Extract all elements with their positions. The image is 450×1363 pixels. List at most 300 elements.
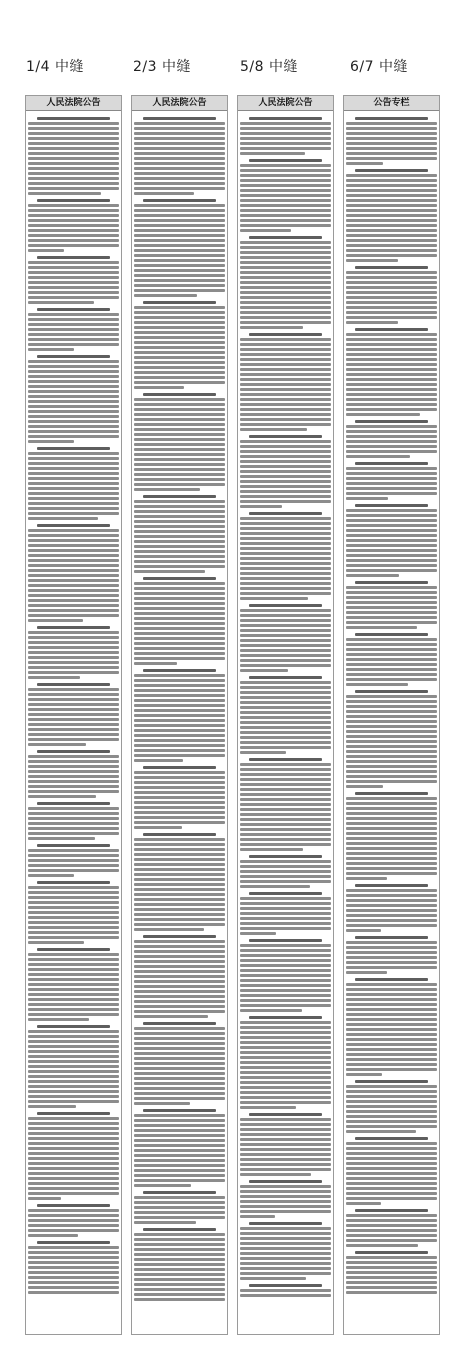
notice-text-line	[134, 1233, 225, 1236]
notice-text-line	[134, 791, 225, 794]
notice-text-line	[28, 614, 119, 617]
notice-text-line	[28, 291, 119, 294]
notice-text-line	[28, 492, 119, 495]
notice-text-line	[134, 863, 225, 866]
notice-text-line	[240, 229, 291, 232]
notice-text-line	[134, 1216, 225, 1219]
notice-text-line	[134, 187, 225, 190]
notice-text-line	[240, 659, 331, 662]
notice-text-line	[134, 306, 225, 309]
notice-heading-line	[37, 881, 110, 884]
notice-text-line	[28, 1192, 119, 1195]
notice-text-line	[346, 214, 437, 217]
notice-text-line	[346, 425, 437, 428]
notice-text-line	[240, 547, 331, 550]
notice-text-line	[134, 351, 225, 354]
notice-text-line	[28, 941, 84, 944]
notice-text-line	[240, 445, 331, 448]
notice-text-line	[240, 1009, 302, 1012]
notice-text-line	[346, 1182, 437, 1185]
notice-text-line	[346, 705, 437, 708]
notice-text-line	[346, 745, 437, 748]
notice-text-line	[28, 886, 119, 889]
notice-text-line	[134, 1015, 208, 1018]
notice-text-line	[134, 1243, 225, 1246]
notice-text-line	[240, 1237, 331, 1240]
notice-text-line	[28, 983, 119, 986]
notice-text-line	[240, 306, 331, 309]
notice-text-line	[346, 606, 437, 609]
notice-text-line	[346, 403, 437, 406]
notice-text-line	[134, 1174, 225, 1177]
notice-text-line	[134, 177, 225, 180]
notice-text-line	[240, 378, 331, 381]
notice-text-line	[346, 807, 437, 810]
notice-text-line	[346, 611, 437, 614]
notice-text-line	[240, 204, 331, 207]
notice-text-line	[346, 1291, 437, 1294]
notice-text-line	[346, 1234, 437, 1237]
notice-text-line	[28, 167, 119, 170]
notice-text-line	[28, 452, 119, 455]
notice-text-line	[240, 912, 331, 915]
notice-text-line	[240, 552, 331, 555]
notice-text-line	[134, 1184, 191, 1187]
notice-text-line	[28, 1090, 119, 1093]
notice-text-line	[346, 894, 437, 897]
notice-text-line	[240, 897, 331, 900]
notice-text-line	[346, 941, 437, 944]
notice-text-line	[346, 785, 383, 788]
notice-text-line	[134, 463, 225, 466]
notice-text-line	[28, 812, 119, 815]
notice-text-line	[346, 872, 437, 875]
notice-text-line	[28, 229, 119, 232]
notice-text-line	[28, 827, 119, 830]
notice-text-line	[28, 817, 119, 820]
notice-text-line	[346, 311, 437, 314]
notice-text-line	[346, 152, 437, 155]
notice-text-line	[346, 162, 383, 165]
notice-heading-line	[355, 936, 428, 939]
notice-heading-line	[143, 1191, 216, 1194]
notice-text-line	[134, 858, 225, 861]
notice-text-line	[346, 621, 437, 624]
notice-text-line	[134, 229, 225, 232]
notice-text-line	[134, 1263, 225, 1266]
notice-heading-line	[143, 117, 216, 120]
notice-text-line	[346, 388, 437, 391]
notice-text-line	[240, 1185, 331, 1188]
notice-text-line	[28, 1030, 119, 1033]
notice-text-line	[346, 383, 437, 386]
notice-text-line	[28, 978, 119, 981]
notice-text-line	[346, 673, 437, 676]
notice-text-line	[346, 817, 437, 820]
notice-text-line	[240, 1046, 331, 1049]
notice-text-line	[240, 475, 331, 478]
notice-text-line	[134, 719, 225, 722]
notice-text-line	[134, 1268, 225, 1271]
notice-text-line	[240, 979, 331, 982]
notice-text-line	[240, 286, 331, 289]
notice-text-line	[346, 306, 437, 309]
notice-text-line	[346, 596, 437, 599]
notice-text-line	[134, 893, 225, 896]
notice-text-line	[346, 1105, 437, 1108]
notice-text-line	[346, 1152, 437, 1155]
notice-text-line	[240, 1133, 331, 1136]
notice-text-line	[240, 408, 331, 411]
notice-text-line	[28, 780, 119, 783]
notice-text-line	[28, 559, 119, 562]
notice-text-line	[346, 544, 437, 547]
notice-text-line	[240, 562, 331, 565]
notice-text-line	[240, 629, 331, 632]
notice-text-line	[240, 532, 331, 535]
notice-text-line	[28, 906, 119, 909]
notice-text-line	[134, 913, 225, 916]
notice-heading-line	[249, 855, 322, 858]
notice-text-line	[134, 1057, 225, 1060]
notice-text-line	[240, 169, 331, 172]
notice-text-line	[28, 234, 119, 237]
notice-text-line	[240, 338, 331, 341]
notice-text-line	[346, 564, 437, 567]
notice-text-line	[240, 624, 331, 627]
notice-text-line	[346, 998, 437, 1001]
notice-text-line	[240, 1205, 331, 1208]
notice-text-line	[346, 184, 437, 187]
notice-text-line	[346, 281, 437, 284]
notice-text-line	[134, 868, 225, 871]
notice-text-line	[28, 926, 119, 929]
notice-text-line	[346, 524, 437, 527]
notice-heading-line	[37, 524, 110, 527]
notice-text-line	[28, 1085, 119, 1088]
notice-text-line	[346, 554, 437, 557]
notice-text-line	[240, 927, 331, 930]
notice-text-line	[346, 477, 437, 480]
notice-text-line	[28, 142, 119, 145]
notice-text-line	[134, 500, 225, 503]
notice-text-line	[28, 760, 119, 763]
notice-text-line	[28, 313, 119, 316]
notice-text-line	[346, 648, 437, 651]
notice-text-line	[134, 1283, 225, 1286]
notice-text-line	[28, 529, 119, 532]
notice-text-line	[240, 403, 331, 406]
notice-text-line	[28, 604, 119, 607]
header-col-1: 1/4 中缝	[26, 59, 84, 75]
notice-text-line	[240, 706, 331, 709]
notice-text-line	[346, 1058, 437, 1061]
notice-text-line	[240, 480, 331, 483]
notice-text-line	[28, 390, 119, 393]
notice-text-line	[134, 689, 225, 692]
notice-text-line	[134, 826, 182, 829]
notice-text-line	[346, 750, 437, 753]
notice-text-line	[346, 373, 437, 376]
notice-text-line	[346, 889, 437, 892]
notice-text-line	[240, 818, 331, 821]
notice-text-line	[240, 644, 331, 647]
notice-text-line	[346, 189, 437, 192]
notice-text-line	[240, 1227, 331, 1230]
notice-text-line	[28, 953, 119, 956]
notice-text-line	[346, 1147, 437, 1150]
notice-text-line	[134, 928, 204, 931]
notice-heading-line	[355, 420, 428, 423]
column-1	[25, 95, 122, 1335]
notice-text-line	[346, 919, 437, 922]
notice-text-line	[134, 1072, 225, 1075]
notice-text-line	[28, 936, 119, 939]
notice-text-line	[240, 1138, 331, 1141]
notice-text-line	[28, 549, 119, 552]
notice-text-line	[28, 333, 119, 336]
notice-text-line	[240, 701, 331, 704]
notice-text-line	[240, 721, 331, 724]
notice-text-line	[28, 343, 119, 346]
notice-text-line	[28, 415, 119, 418]
notice-text-line	[28, 594, 119, 597]
notice-text-line	[346, 683, 408, 686]
notice-text-line	[240, 353, 331, 356]
notice-heading-line	[37, 626, 110, 629]
notice-text-line	[346, 837, 437, 840]
notice-text-line	[134, 239, 225, 242]
notice-text-line	[240, 517, 331, 520]
notice-text-line	[28, 631, 119, 634]
notice-text-line	[134, 331, 225, 334]
notice-text-line	[346, 626, 417, 629]
notice-text-line	[240, 224, 331, 227]
notice-text-line	[240, 1061, 331, 1064]
notice-text-line	[134, 274, 225, 277]
notice-text-line	[346, 720, 437, 723]
notice-text-line	[346, 1192, 437, 1195]
notice-text-line	[134, 473, 225, 476]
notice-text-line	[28, 589, 119, 592]
notice-text-line	[28, 849, 119, 852]
notice-text-line	[346, 363, 437, 366]
notice-text-line	[134, 137, 225, 140]
notice-text-line	[346, 1110, 437, 1113]
notice-text-line	[28, 271, 119, 274]
notice-text-line	[346, 393, 437, 396]
notice-text-line	[28, 765, 119, 768]
notice-text-line	[240, 1195, 331, 1198]
notice-text-line	[346, 259, 398, 262]
notice-text-line	[134, 592, 225, 595]
notice-text-line	[346, 1068, 437, 1071]
notice-text-line	[346, 455, 410, 458]
notice-heading-line	[143, 301, 216, 304]
notice-text-line	[28, 1065, 119, 1068]
notice-text-line	[134, 172, 225, 175]
notice-heading-line	[37, 1112, 110, 1115]
column-title: 公告专栏	[344, 96, 439, 111]
notice-text-line	[240, 597, 308, 600]
notice-text-line	[134, 1154, 225, 1157]
notice-text-line	[346, 1266, 437, 1269]
notice-text-line	[346, 730, 437, 733]
notice-text-line	[346, 1023, 437, 1026]
notice-text-line	[28, 661, 119, 664]
notice-text-line	[134, 204, 225, 207]
notice-text-line	[240, 1252, 331, 1255]
notice-text-line	[346, 358, 437, 361]
notice-text-line	[240, 450, 331, 453]
notice-heading-line	[249, 236, 322, 239]
notice-text-line	[240, 1257, 331, 1260]
notice-text-line	[346, 519, 437, 522]
notice-heading-line	[355, 266, 428, 269]
notice-text-line	[346, 616, 437, 619]
notice-text-line	[134, 898, 225, 901]
notice-text-line	[346, 1018, 437, 1021]
notice-text-line	[240, 311, 331, 314]
notice-text-line	[346, 224, 437, 227]
notice-text-line	[134, 545, 225, 548]
notice-text-line	[134, 754, 225, 757]
notice-text-line	[240, 470, 331, 473]
notice-text-line	[134, 1293, 225, 1296]
notice-text-line	[240, 964, 331, 967]
notice-heading-line	[355, 792, 428, 795]
notice-text-line	[28, 482, 119, 485]
notice-text-line	[134, 602, 225, 605]
notice-text-line	[134, 1211, 225, 1214]
notice-text-line	[346, 802, 437, 805]
notice-heading-line	[37, 308, 110, 311]
notice-text-line	[346, 219, 437, 222]
notice-heading-line	[355, 504, 428, 507]
notice-text-line	[240, 537, 331, 540]
notice-text-line	[28, 204, 119, 207]
notice-text-line	[346, 1033, 437, 1036]
notice-text-line	[346, 353, 437, 356]
notice-text-line	[240, 803, 331, 806]
notice-text-line	[346, 291, 437, 294]
notice-text-line	[346, 1187, 437, 1190]
notice-text-line	[240, 1076, 331, 1079]
notice-text-line	[346, 549, 437, 552]
notice-text-line	[28, 239, 119, 242]
notice-text-line	[346, 1130, 416, 1133]
notice-text-line	[28, 286, 119, 289]
notice-text-line	[240, 969, 331, 972]
notice-text-line	[134, 1196, 225, 1199]
notice-text-line	[346, 142, 437, 145]
notice-text-line	[28, 323, 119, 326]
notice-text-line	[134, 739, 225, 742]
notice-text-line	[134, 478, 225, 481]
notice-text-line	[134, 1124, 225, 1127]
notice-heading-line	[249, 117, 322, 120]
notice-text-line	[240, 838, 331, 841]
notice-text-line	[346, 430, 437, 433]
notice-text-line	[240, 793, 331, 796]
notice-text-line	[346, 591, 437, 594]
notice-text-line	[28, 157, 119, 160]
notice-text-line	[240, 465, 331, 468]
notice-text-line	[346, 529, 437, 532]
notice-text-line	[240, 808, 331, 811]
notice-text-line	[28, 375, 119, 378]
notice-text-line	[346, 174, 437, 177]
notice-text-line	[134, 694, 225, 697]
notice-text-line	[346, 961, 437, 964]
notice-text-line	[28, 187, 119, 190]
notice-text-line	[134, 652, 225, 655]
notice-heading-line	[37, 750, 110, 753]
notice-text-line	[346, 797, 437, 800]
notice-text-line	[346, 1157, 437, 1160]
notice-text-line	[134, 1027, 225, 1030]
notice-text-line	[240, 567, 331, 570]
notice-heading-line	[355, 690, 428, 693]
notice-text-line	[346, 1177, 437, 1180]
notice-text-line	[134, 955, 225, 958]
notice-text-line	[240, 609, 331, 612]
notice-text-line	[346, 1162, 437, 1165]
notice-text-line	[28, 477, 119, 480]
notice-heading-line	[249, 676, 322, 679]
notice-text-line	[240, 137, 331, 140]
notice-text-line	[134, 219, 225, 222]
notice-heading-line	[249, 1180, 322, 1183]
notice-text-line	[28, 137, 119, 140]
notice-text-line	[240, 999, 331, 1002]
notice-text-line	[28, 822, 119, 825]
notice-text-line	[240, 527, 331, 530]
notice-text-line	[134, 157, 225, 160]
notice-text-line	[240, 214, 331, 217]
notice-text-line	[134, 724, 225, 727]
notice-text-line	[240, 1101, 331, 1104]
notice-text-line	[346, 132, 437, 135]
notice-text-line	[134, 1052, 225, 1055]
notice-text-line	[28, 1234, 78, 1237]
notice-text-line	[28, 462, 119, 465]
notice-text-line	[28, 723, 119, 726]
notice-text-line	[28, 703, 119, 706]
notice-text-line	[28, 214, 119, 217]
notice-text-line	[240, 1148, 331, 1151]
notice-text-line	[346, 1100, 437, 1103]
notice-text-line	[28, 671, 119, 674]
notice-text-line	[134, 162, 225, 165]
notice-text-line	[346, 812, 437, 815]
notice-text-line	[346, 509, 437, 512]
notice-text-line	[134, 878, 225, 881]
notice-heading-line	[37, 948, 110, 951]
notice-text-line	[28, 380, 119, 383]
notice-text-line	[134, 617, 225, 620]
notice-text-line	[28, 619, 83, 622]
notice-heading-line	[37, 256, 110, 259]
notice-text-line	[240, 316, 331, 319]
notice-text-line	[240, 184, 331, 187]
notice-text-line	[240, 959, 331, 962]
notice-text-line	[134, 483, 225, 486]
notice-text-line	[28, 993, 119, 996]
notice-heading-line	[143, 766, 216, 769]
notice-text-line	[240, 363, 331, 366]
notice-text-line	[240, 669, 288, 672]
